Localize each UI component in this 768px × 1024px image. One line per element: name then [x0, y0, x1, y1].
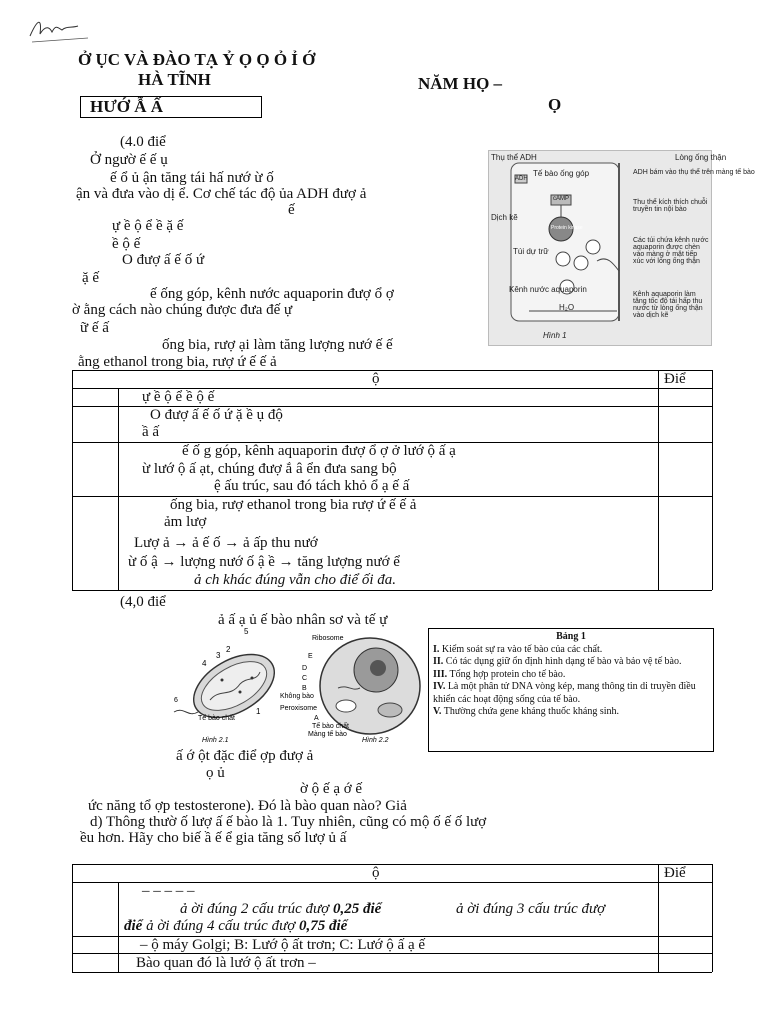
table1-row4-line2: ảm lượ: [164, 514, 207, 530]
figure-2-1-prokaryote: [170, 628, 282, 746]
q1-line-9: ế ống góp, kênh nước aquaporin đượ ổ ợ: [150, 286, 394, 302]
q1-line-1: Ở ngườ ế ế ụ: [90, 152, 168, 168]
bang1-item-1: I. Kiểm soát sự ra vào tế bào của các chất.: [433, 643, 603, 655]
q1-line-3: ận và đưa vào dị ể. Cơ chế tác độ ủa ADH đượ ả: [76, 186, 367, 202]
fig1-label-protein-kinase: Protein kinase: [551, 225, 583, 231]
table1-row2-line1: O đượ ấ ế ố ứ ặ ề ụ độ: [150, 407, 283, 423]
bang1-item-5: V. Thường chứa gene kháng thuốc kháng sinh.: [433, 706, 620, 717]
q1-line-11: ữ ế ấ: [80, 320, 109, 336]
table1-row4-line3: Lượ ả → ả ế ố → ả ấp thu nướ: [134, 535, 318, 551]
fig1-label-adh-binding: ADH bám vào thụ thể trên màng tế bào: [633, 169, 755, 176]
fig1-label-signal-chain: Thu thể kích thích chuỗi truyền tin nội bào: [633, 199, 708, 213]
header-line-1: Ở ỤC VÀ ĐÀO TẠ Ỷ Ọ Ọ Ỏ Ỉ Ớ: [78, 50, 316, 69]
table1-row3-line2: ừ lướ ộ ấ ạt, chúng đượ ắ â ển đưa sang bộ: [142, 461, 397, 477]
fig2-1-num-2: 2: [226, 645, 231, 654]
fig2-2-label-vacuole: Không bào: [280, 693, 314, 700]
q1-line-10: ờ ằng cách nào chúng được đưa đế ự: [72, 302, 293, 318]
table-bang-1: [428, 628, 714, 752]
fig2-2-label-cytoplasm: Tế bào chất: [312, 723, 349, 730]
table2-row2-answer: – ộ máy Golgi; B: Lướ ộ ất trơn; C: Lướ ộ ấ ạ ế: [140, 937, 426, 953]
fig2-1-caption: Hình 2.1: [202, 737, 229, 744]
fig1-label-lumen: Lòng ống thận: [675, 153, 727, 162]
header-school-year: NĂM HỌ –: [418, 74, 503, 93]
table2-header-content: ộ: [372, 865, 380, 881]
fig2-2-label-E: E: [308, 653, 313, 660]
fig1-label-interstitial: Dịch kẽ: [491, 213, 518, 222]
q2-line-1: ấ ớ ột đặc điể ợp đượ ả: [176, 748, 314, 764]
fig2-2-caption: Hình 2.2: [362, 737, 389, 744]
fig2-1-num-1: 1: [256, 707, 261, 716]
fig2-1-num-5: 5: [244, 628, 249, 636]
table1-header-content: ộ: [372, 371, 380, 387]
fig2-2-label-peroxisome: Peroxisome: [280, 705, 317, 712]
fig1-caption: Hình 1: [543, 331, 567, 340]
figure-2-2-eukaryote: [278, 628, 426, 746]
q1-line-5: ự ề ộ ể ề ặ ế: [112, 218, 184, 234]
table1-row3-line3: ệ ấu trúc, sau đó tách khỏ ổ ạ ế ấ: [214, 478, 410, 494]
fig1-label-storage-vesicle: Túi dự trữ: [513, 247, 549, 256]
q1-line-12: ống bia, rượ ại làm tăng lượng nướ ế ế: [162, 337, 393, 353]
fig1-label-camp: cAMP: [553, 196, 570, 202]
bang1-item-2: II. Có tác dụng giữ ổn định hình dạng tế bào và bảo vệ tế bào.: [433, 656, 682, 667]
fig2-1-label-cytoplasm: Tế bào chất: [198, 715, 235, 722]
fig2-2-label-B: B: [302, 685, 307, 692]
fig1-label-vesicles-insert: Các túi chứa kênh nước aquaporin được chèn vào màng ở mặt tiếp xúc với lòng ống thận: [633, 237, 709, 265]
fig2-2-label-membrane: Màng tế bào: [308, 731, 347, 738]
q2-line-4: ức năng tổ ợp testosterone). Đó là bào quan nào? Giả: [88, 798, 407, 814]
table2-row3-answer: Bào quan đó là lướ ộ ất trơn –: [136, 955, 316, 971]
q2-line-2: ọ ủ: [206, 765, 225, 781]
q1-line-4: ế: [288, 202, 295, 218]
fig1-label-aquaporin: Kênh nước aquaporin: [509, 285, 587, 294]
fig2-1-num-4: 4: [202, 659, 207, 668]
q1-heading: (4.0 điể: [120, 134, 166, 150]
fig2-1-num-6: 6: [174, 697, 178, 704]
fig1-label-adh: ADH: [515, 176, 528, 182]
q2-line-6: ều hơn. Hãy cho biế ầ ế ể gia tăng số lượ ủ ấ: [80, 830, 347, 846]
figure-1-adh-mechanism: [488, 150, 755, 346]
fig2-2-label-ribosome: Ribosome: [312, 635, 344, 642]
header-subject: Ọ: [548, 95, 562, 114]
fig1-label-aquaporin-function: Kênh aquaporin làm tăng tốc độ tái hấp thu nước từ lòng ống thận vào dịch kẽ: [633, 291, 703, 319]
header-province: HÀ TĨNH: [138, 70, 211, 89]
table2-header-score: Điể: [664, 865, 686, 881]
table1-row3-line1: ế ố g góp, kênh aquaporin đượ ổ ợ ở lướ ộ ấ ạ: [182, 443, 456, 459]
fig2-2-label-A: A: [314, 715, 319, 722]
table2-row1-three-correct: ả ời đúng 3 cấu trúc đượ: [456, 901, 606, 917]
q2-heading: (4,0 điể: [120, 594, 166, 610]
table1-row4-line1: ống bia, rượ ethanol trong bia rượ ứ ế ế ả: [170, 497, 417, 513]
q2-line-5: d) Thông thườ ố lượ ấ ế bào là 1. Tuy nhiên, cũng có mộ ố ế ố lượ: [90, 814, 487, 830]
table1-row4-note: ả ch khác đúng vẫn cho điể ối đa.: [194, 572, 397, 588]
q1-line-6: ề ộ ế: [112, 236, 141, 252]
q1-line-7: O đượ ấ ế ố ứ: [122, 252, 205, 268]
guide-title: HƯỚ Ẫ Ấ: [90, 97, 164, 116]
table1-row4-line4: ừ ố ậ → lượng nướ ố ậ ề → tăng lượng nướ ể: [128, 554, 400, 570]
signature-scribble: [28, 14, 92, 44]
q1-line-2: ế ổ ủ ận tăng tái hấ nướ ừ ố: [110, 170, 274, 186]
fig1-label-water: H₂O: [559, 303, 575, 312]
q1-line-13: ằng ethanol trong bia, rượ ứ ế ế ả: [78, 354, 277, 370]
q2-subtitle: ả ấ ạ ủ ế bào nhân sơ và tế ự: [218, 612, 388, 628]
table1-row2-line2: ầ ấ: [142, 424, 160, 440]
fig1-label-collecting-cell: Tế bào ống góp: [533, 169, 590, 178]
q2-line-3: ờ ộ ế ạ ớ ế: [300, 781, 363, 797]
table2-row1-four-correct: điể ả ời đúng 4 cấu trúc đượ 0,75 điể: [124, 918, 348, 934]
bang1-title: Bảng 1: [556, 631, 586, 642]
q1-line-8: ặ ế: [82, 270, 100, 286]
table1-header-score: Điể: [664, 371, 686, 387]
table2-row1-two-correct: ả ời đúng 2 cấu trúc đượ 0,25 điể: [180, 901, 382, 917]
table2-row1-dashes: – – – – –: [142, 883, 195, 899]
bang1-item-4: IV. Là một phân tử DNA vòng kép, mang thông tin di truyền điều khiển các hoạt động sống của tế bào.: [433, 681, 696, 705]
table1-row1-line1: ự ề ộ ể ề ộ ế: [142, 389, 215, 405]
fig2-2-label-C: C: [302, 675, 308, 682]
bang1-item-3: III. Tổng hợp protein cho tế bào.: [433, 668, 566, 680]
fig2-2-label-D: D: [302, 665, 308, 672]
fig2-1-num-3: 3: [216, 651, 221, 660]
fig1-label-adh-receptor: Thụ thể ADH: [491, 153, 537, 162]
